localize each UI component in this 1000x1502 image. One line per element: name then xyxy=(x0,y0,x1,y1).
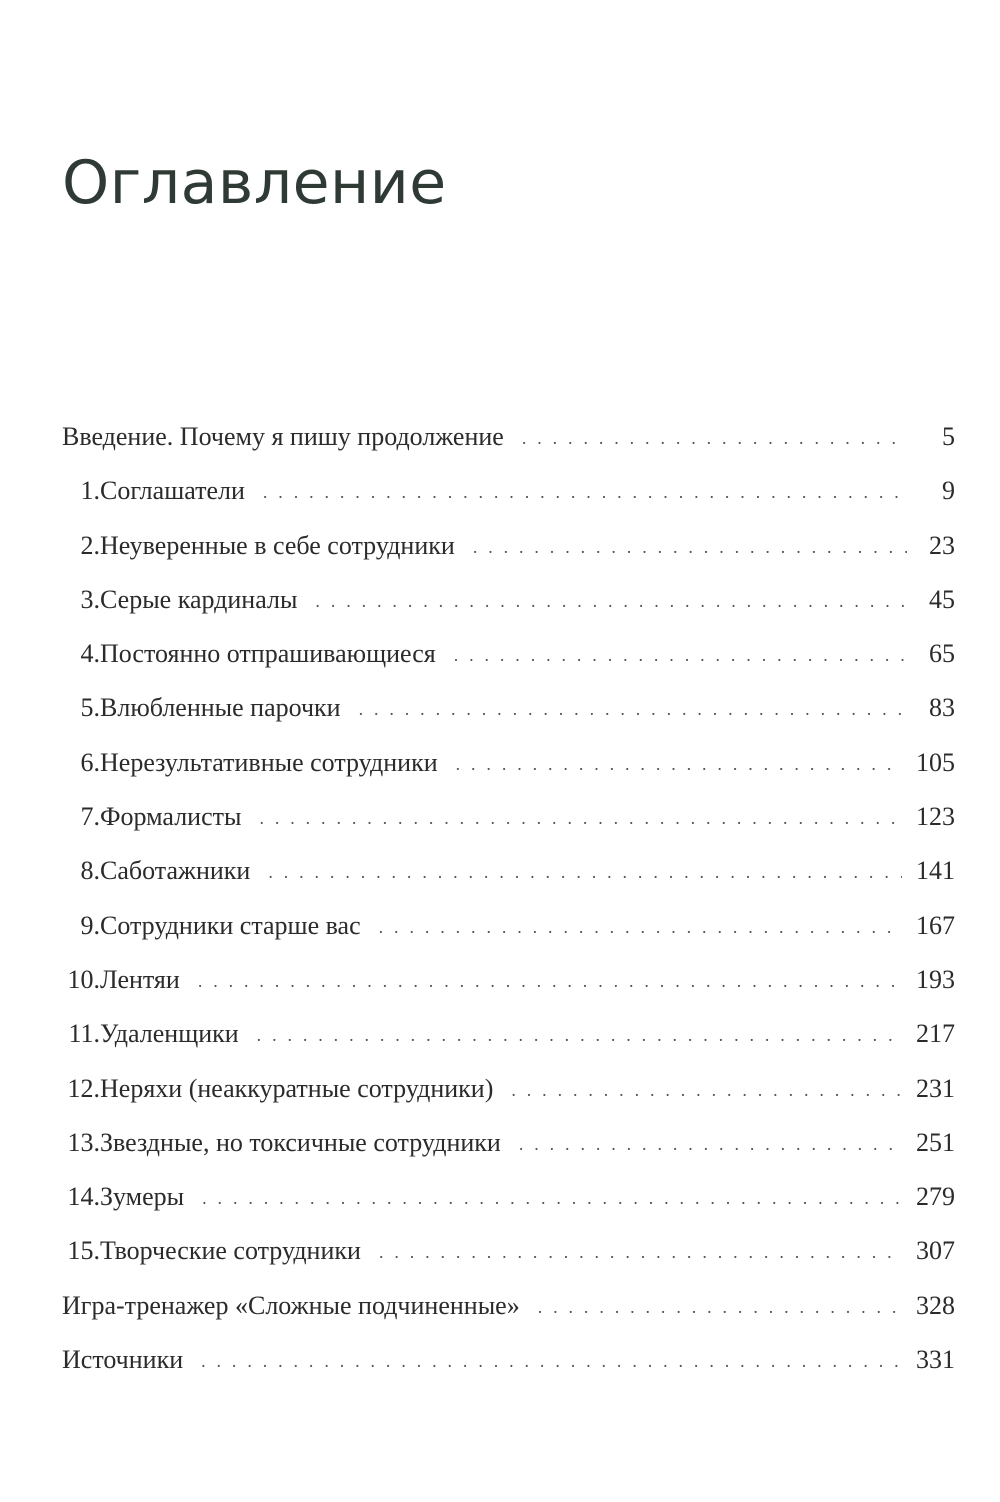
toc-entry-title: Источники xyxy=(62,1345,184,1375)
toc-leader-dots xyxy=(454,645,907,666)
toc-entry-page: 167 xyxy=(916,910,955,940)
toc-leader-dots xyxy=(511,1080,902,1101)
toc-leader-dots xyxy=(202,1188,902,1209)
toc-entry-chapter-11[interactable] xyxy=(62,1019,955,1073)
toc-entry-page: 23 xyxy=(929,530,955,560)
toc-entry-page: 45 xyxy=(929,584,955,614)
toc-entry-number: 5. xyxy=(80,693,100,723)
toc-entry-title: Зумеры xyxy=(100,1182,185,1212)
toc-entry-chapter-9[interactable] xyxy=(62,911,955,965)
toc-entry-chapter-1[interactable] xyxy=(62,476,955,530)
toc-entry-number: 11. xyxy=(68,1019,100,1049)
toc-entry-chapter-13[interactable] xyxy=(62,1128,955,1182)
toc-leader-dots xyxy=(359,699,907,720)
toc-entry-chapter-15[interactable] xyxy=(62,1236,955,1290)
toc-entry-page: 328 xyxy=(916,1290,955,1320)
toc-leader-dots xyxy=(198,971,902,992)
toc-entry-number: 1. xyxy=(80,476,100,506)
toc-leader-dots xyxy=(315,591,907,612)
toc-entry-number: 9. xyxy=(80,910,100,940)
toc-leader-dots xyxy=(473,537,907,558)
toc-entry-chapter-12[interactable] xyxy=(62,1074,955,1128)
toc-entry-number: 13. xyxy=(67,1127,100,1157)
toc-leader-dots xyxy=(538,1297,902,1318)
toc-entry-title: Неуверенные в себе сотрудники xyxy=(100,530,455,560)
toc-leader-dots xyxy=(259,808,902,829)
toc-entry-page: 331 xyxy=(916,1345,955,1375)
toc-leader-dots xyxy=(263,482,907,503)
toc-entry-number: 14. xyxy=(67,1182,100,1212)
toc-entry-number: 2. xyxy=(80,530,100,560)
toc-entry-page: 9 xyxy=(942,476,955,506)
toc-entry-page: 217 xyxy=(916,1019,955,1049)
toc-entry-chapter-6[interactable] xyxy=(62,748,955,802)
toc-entry-title: Соглашатели xyxy=(100,476,245,506)
toc-entry-page: 193 xyxy=(916,964,955,994)
toc-entry-page: 141 xyxy=(916,856,955,886)
toc-leader-dots xyxy=(201,1351,902,1372)
toc-entry-page: 5 xyxy=(942,422,955,451)
toc-entry-number: 6. xyxy=(80,747,100,777)
toc-entry-chapter-7[interactable] xyxy=(62,802,955,856)
toc-entry-title: Удаленщики xyxy=(100,1019,239,1049)
toc-entry-number: 10. xyxy=(67,964,100,994)
toc-entry-page: 279 xyxy=(916,1182,955,1212)
toc-entry-title: Влюбленные парочки xyxy=(100,693,341,723)
toc-entry-page: 251 xyxy=(916,1127,955,1157)
toc-leader-dots xyxy=(456,754,902,775)
toc-entry-chapter-5[interactable] xyxy=(62,693,955,747)
toc-entry-chapter-14[interactable] xyxy=(62,1182,955,1236)
page-title: Оглавление xyxy=(62,148,447,218)
toc-entry-page: 123 xyxy=(916,802,955,832)
toc-leader-dots xyxy=(268,862,902,883)
toc-entry-title: Звездные, но токсичные сотрудники xyxy=(100,1127,501,1157)
toc-entry-page: 83 xyxy=(929,693,955,723)
toc-entry-chapter-2[interactable] xyxy=(62,531,955,585)
toc-leader-dots xyxy=(257,1025,902,1046)
toc-entry-title: Игра-тренажер «Сложные подчиненные» xyxy=(62,1290,520,1320)
toc-entry-number: 7. xyxy=(80,802,100,832)
toc-entry-number: 8. xyxy=(80,856,100,886)
toc-leader-dots xyxy=(519,1134,902,1155)
toc-entry-chapter-4[interactable] xyxy=(62,639,955,693)
toc-entry-page: 105 xyxy=(916,747,955,777)
toc-entry-title: Введение. Почему я пишу продолжение xyxy=(62,422,504,451)
toc-entry-number: 12. xyxy=(67,1073,100,1103)
toc-entry-chapter-3[interactable] xyxy=(62,585,955,639)
toc-entry-page: 307 xyxy=(916,1236,955,1266)
toc-entry-title: Саботажники xyxy=(100,856,251,886)
toc-entry-title: Лентяи xyxy=(100,964,180,994)
toc-entry-title: Творческие сотрудники xyxy=(100,1236,361,1266)
toc-entry-title: Серые кардиналы xyxy=(100,584,298,614)
toc-leader-dots xyxy=(379,917,902,938)
toc-leader-dots xyxy=(522,428,907,449)
toc-entry-game[interactable] xyxy=(62,1291,955,1345)
toc-entry-introduction[interactable] xyxy=(62,422,955,476)
toc-entry-number: 15. xyxy=(67,1236,100,1266)
toc-entry-title: Постоянно отпрашивающиеся xyxy=(100,639,436,669)
toc-entry-chapter-10[interactable] xyxy=(62,965,955,1019)
toc-entry-chapter-8[interactable] xyxy=(62,856,955,910)
toc-entry-title: Формалисты xyxy=(100,802,242,832)
toc-entry-title: Сотрудники старше вас xyxy=(100,910,361,940)
toc-entry-page: 231 xyxy=(916,1073,955,1103)
toc-entry-sources[interactable] xyxy=(62,1345,955,1399)
toc-leader-dots xyxy=(379,1242,902,1263)
toc-entry-number: 4. xyxy=(80,639,100,669)
toc-entry-title: Неряхи (неаккуратные сотрудники) xyxy=(100,1073,494,1103)
toc-entry-page: 65 xyxy=(929,639,955,669)
toc-entry-number: 3. xyxy=(80,584,100,614)
toc-entry-title: Нерезультативные сотрудники xyxy=(100,747,438,777)
table-of-contents xyxy=(62,422,955,1399)
